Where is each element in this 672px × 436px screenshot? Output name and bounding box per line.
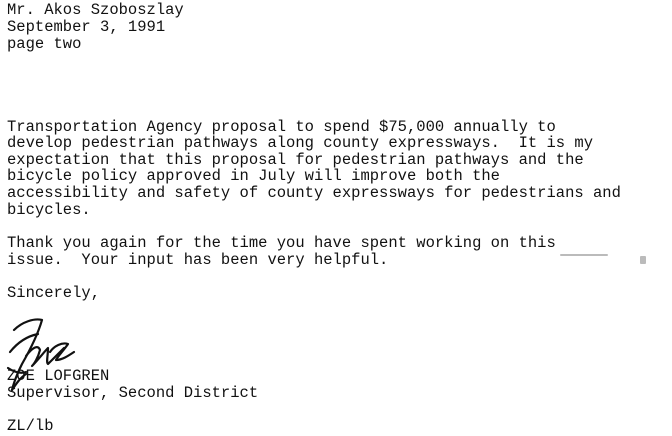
paragraph-1-line: accessibility and safety of county expressways for pedestrians and (7, 184, 621, 202)
scan-artifact (640, 256, 646, 264)
closing: Sincerely, (7, 284, 101, 302)
letter-date: September 3, 1991 (7, 18, 166, 36)
paragraph-1-line: bicycles. (7, 201, 91, 219)
recipient-name: Mr. Akos Szoboszlay (7, 1, 184, 19)
reference-initials: ZL/lb (7, 417, 54, 435)
paragraph-1-line: develop pedestrian pathways along county expressways. It is my (7, 134, 593, 152)
paragraph-2-line: Thank you again for the time you have spent working on this (7, 234, 556, 252)
paragraph-1-line: Transportation Agency proposal to spend $75,000 annually to (7, 118, 556, 136)
page-number: page two (7, 35, 82, 53)
paragraph-1-line: expectation that this proposal for pedestrian pathways and the (7, 151, 584, 169)
paragraph-2-line: issue. Your input has been very helpful. (7, 251, 389, 269)
signer-title: Supervisor, Second District (7, 384, 259, 402)
signer-name: ZOE LOFGREN (7, 367, 110, 385)
paragraph-1-line: bicycle policy approved in July will improve both the (7, 167, 500, 185)
scan-artifact (560, 254, 608, 256)
